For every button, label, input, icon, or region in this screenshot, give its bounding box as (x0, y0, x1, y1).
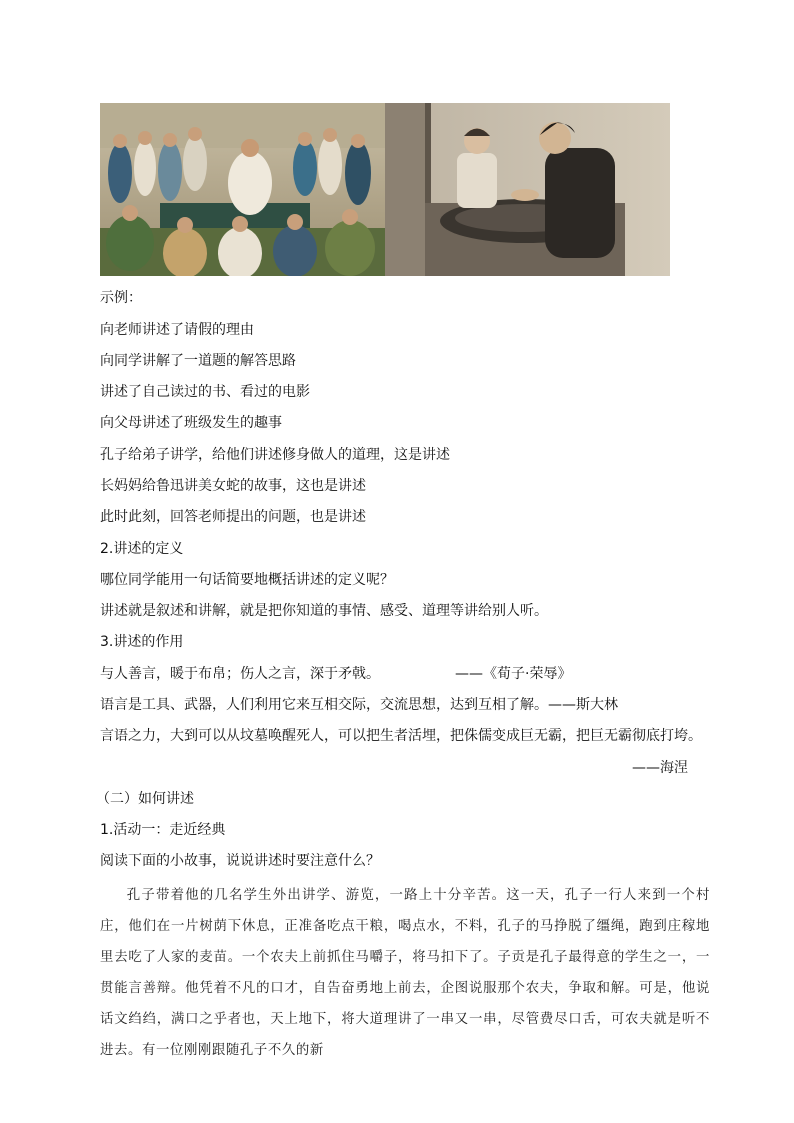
story-text: 孔子带着他的几名学生外出讲学、游览，一路上十分辛苦。这一天，孔子一行人来到一个村庄，他们在一片树荫下休息，正准备吃点干粮，喝点水，不料，孔子的马挣脱了缰绳，跑到庄稼地里去吃了人家的麦苗。一个农夫上前抓住马嚼子，将马扣下了。子贡是孔子最得意的学生之一，一贯能言善辩。他凭着不凡的口才，自告奋勇地上前去，企图说服那个农夫，争取和解。可是，他说话文绉绉，满口之乎者也，天上地下，将大道理讲了一串又一串，尽管费尽口舌，可农夫就是听不进去。有一位刚刚跟随孔子不久的新 (100, 888, 710, 1058)
example-item: 讲述了自己读过的书、看过的电影 (100, 384, 310, 400)
illustration-row (100, 103, 670, 276)
confucius-teaching-image (100, 103, 385, 276)
quote-heine-source: ——海涅 (632, 760, 688, 776)
quote-stalin: 语言是工具、武器，人们利用它来互相交际，交流思想，达到互相了解。——斯大林 (100, 697, 618, 713)
example-title: 示例： (100, 290, 142, 306)
story-paragraph (100, 880, 710, 1066)
example-item: 孔子给弟子讲学，给他们讲述修身做人的道理，这是讲述 (100, 447, 450, 463)
example-item: 向老师讲述了请假的理由 (100, 322, 254, 338)
example-item: 此时此刻，回答老师提出的问题，也是讲述 (100, 509, 366, 525)
activity-question: 阅读下面的小故事，说说讲述时要注意什么？ (100, 853, 380, 869)
example-item: 向父母讲述了班级发生的趣事 (100, 415, 282, 431)
section-heading-definition: 2.讲述的定义 (100, 541, 184, 557)
definition-answer: 讲述就是叙述和讲解，就是把你知道的事情、感受、道理等讲给别人听。 (100, 603, 548, 619)
quote-heine: 言语之力，大到可以从坟墓唤醒死人，可以把生者活埋，把侏儒变成巨无霸，把巨无霸彻底打垮。 (100, 728, 702, 744)
example-item: 长妈妈给鲁迅讲美女蛇的故事，这也是讲述 (100, 478, 366, 494)
section-heading-function: 3.讲述的作用 (100, 634, 184, 650)
long-mama-story-image (385, 103, 670, 276)
section-heading-how: （二）如何讲述 (96, 791, 194, 807)
definition-question: 哪位同学能用一句话简要地概括讲述的定义呢？ (100, 572, 394, 588)
quote-xunzi-source: ——《荀子·荣辱》 (455, 666, 572, 682)
quote-xunzi: 与人善言，暖于布帛；伤人之言，深于矛戟。 (100, 666, 380, 682)
example-item: 向同学讲解了一道题的解答思路 (100, 353, 296, 369)
activity-heading: 1.活动一：走近经典 (100, 822, 226, 838)
